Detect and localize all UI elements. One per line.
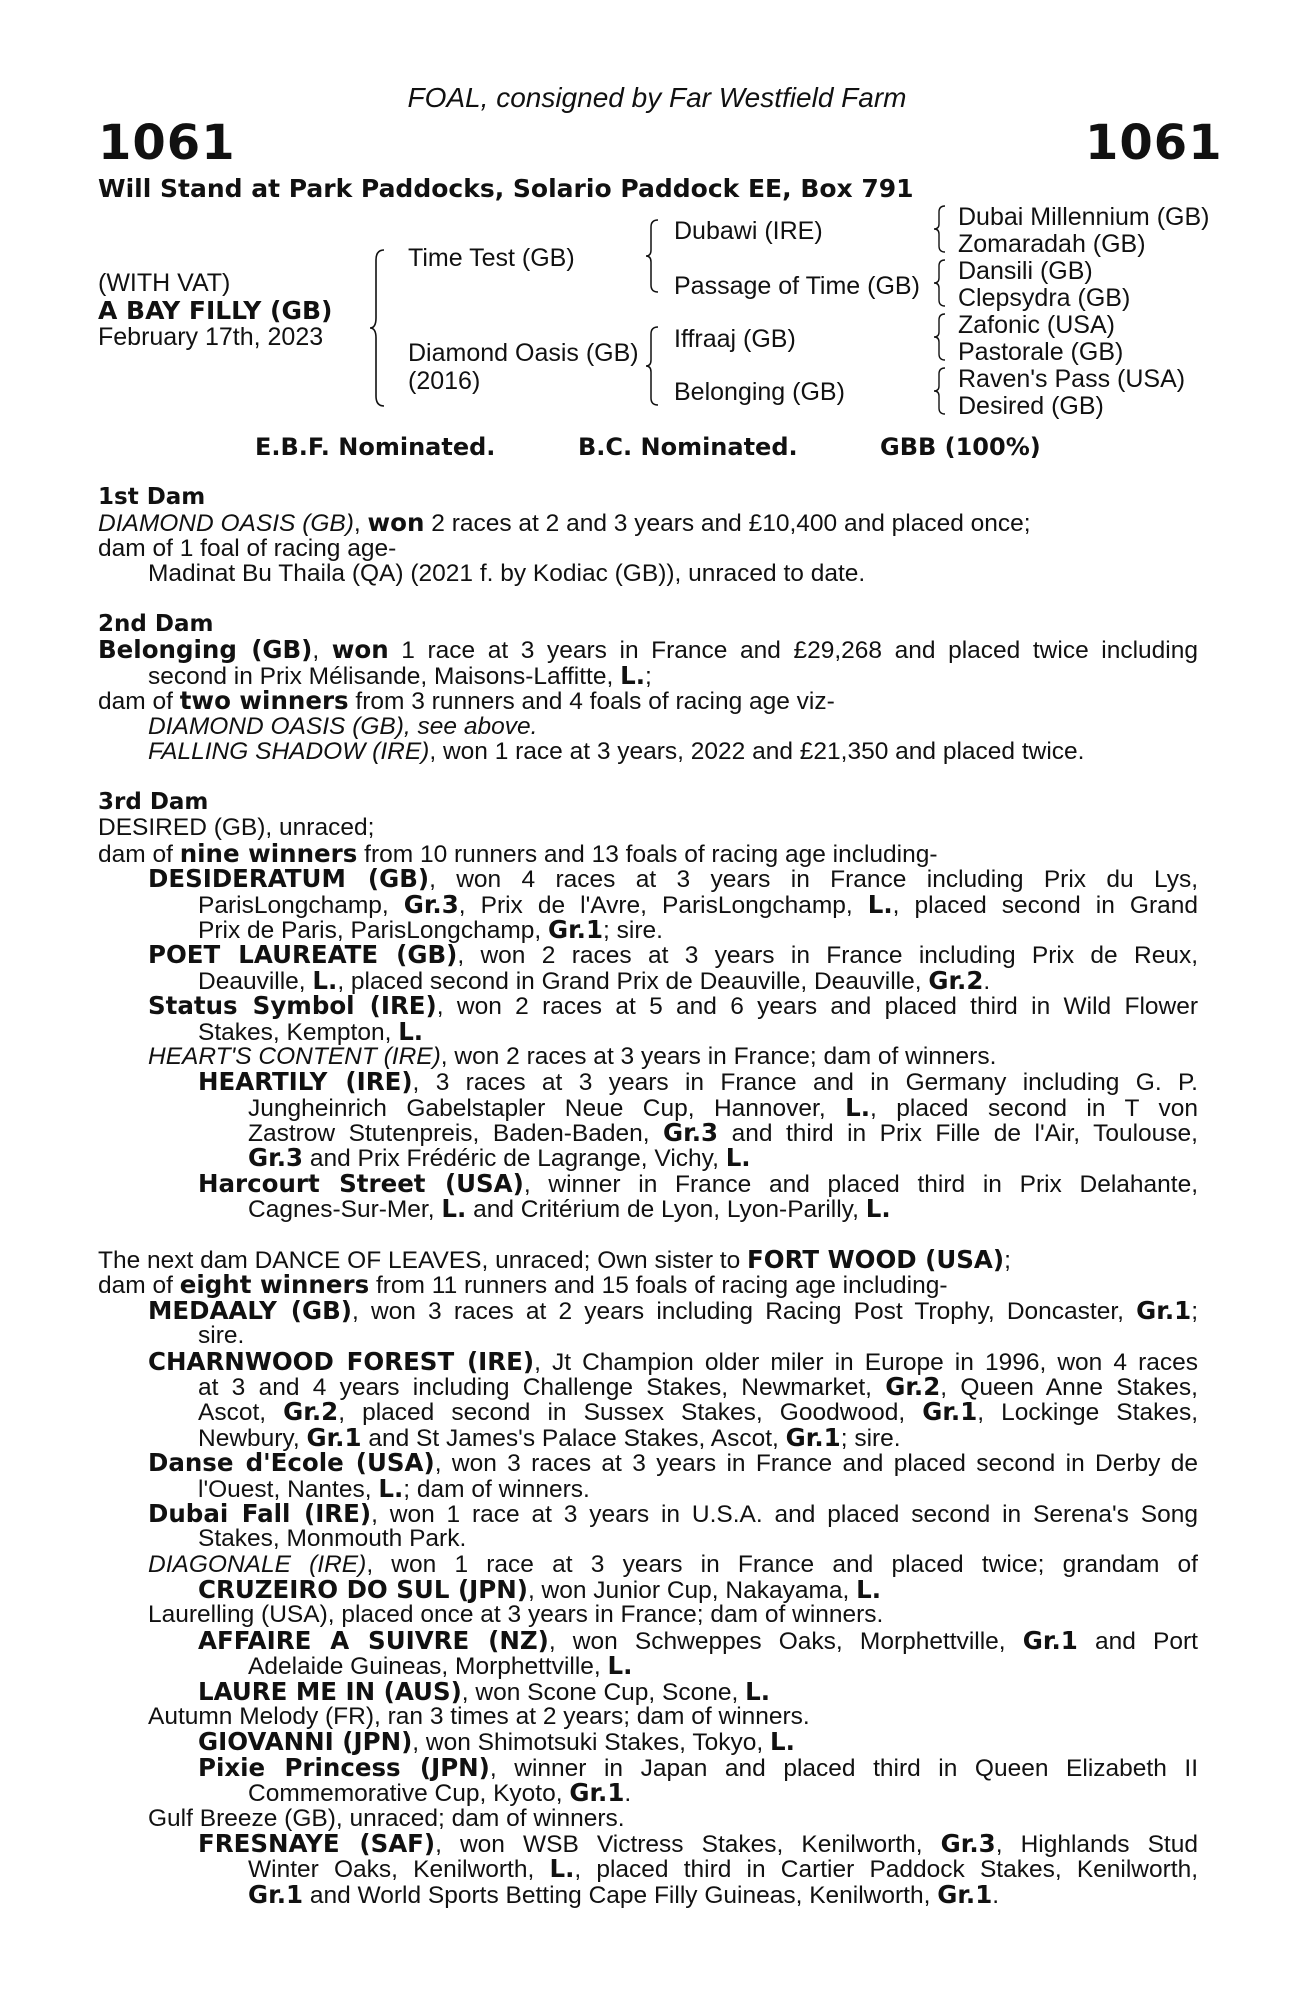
pedigree-dam-year: (2016) [408,367,481,395]
pedigree-dam-sire: Iffraaj (GB) [674,325,796,353]
third-dam-section [98,790,1198,1222]
pedigree-brace-ds [934,312,948,362]
pedigree-brace-dd [934,366,948,416]
affaire-line-2: Adelaide Guineas, Morphettville, L. [248,1651,633,1681]
gbb-rating: GBB (100%) [880,433,1041,461]
pedigree-dsd: Pastorale (GB) [958,338,1124,366]
second-dam-line-2: second in Prix Mélisande, Maisons-Laffitte, L.; [148,660,652,690]
autumn-melody-line: Autumn Melody (FR), ran 3 times at 2 years; dam of winners. [148,1703,810,1731]
pedigree-dds: Raven's Pass (USA) [958,365,1186,393]
hearts-content-line-1: HEART'S CONTENT (IRE), won 2 races at 3 years in France; dam of winners. [148,1042,997,1070]
first-dam-heading: 1st Dam [98,484,206,510]
medaaly-line-1: MEDAALY (GB), won 3 races at 2 years including Racing Post Trophy, Doncaster, Gr.1; [148,1295,1198,1325]
charnwood-line-1: CHARNWOOD FOREST (IRE), Jt Champion older miler in Europe in 1996, won 4 races [148,1346,1198,1376]
danse-decole-line-2: l'Ouest, Nantes, L.; dam of winners. [198,1473,590,1503]
status-symbol-line-2: Stakes, Kempton, L. [198,1016,424,1046]
pedigree-brace-sire [646,218,662,294]
third-dam-line-2: dam of nine winners from 10 runners and 13 foals of racing age including- [98,838,938,868]
pedigree-brace-dam [646,325,662,407]
laure-me-in-line: LAURE ME IN (AUS), won Scone Cup, Scone, L. [198,1676,770,1706]
pedigree-brace-ss [934,204,948,254]
pixie-princess-line-2: Commemorative Cup, Kyoto, Gr.1. [248,1778,632,1808]
next-dam-line-2: dam of eight winners from 11 runners and 15 foals of racing age including- [98,1270,948,1300]
heartily-line-3: Zastrow Stutenpreis, Baden-Baden, Gr.3 and third in Prix Fille de l'Air, Toulouse, [248,1118,1198,1148]
charnwood-line-3: Ascot, Gr.2, placed second in Sussex Stakes, Goodwood, Gr.1, Lockinge Stakes, [198,1397,1199,1427]
desideratum-line-3: Prix de Paris, ParisLongchamp, Gr.1; sire. [198,914,663,944]
second-dam-line-3: dam of two winners from 3 runners and 4 foals of racing age viz- [98,686,835,716]
giovanni-line: GIOVANNI (JPN), won Shimotsuki Stakes, Tokyo, L. [198,1727,795,1757]
pedigree-sire-sire: Dubawi (IRE) [674,217,823,245]
heartily-line-1: HEARTILY (IRE), 3 races at 3 years in France and in Germany including G. P. [198,1067,1198,1097]
laurelling-line: Laurelling (USA), placed once at 3 years in France; dam of winners. [148,1601,884,1629]
horse-name: A BAY FILLY (GB) [98,296,333,325]
third-dam-line-1: DESIRED (GB), unraced; [98,814,375,842]
bc-nomination: B.C. Nominated. [578,433,798,461]
lot-number-left: 1061 [98,115,236,171]
pedigree-brace-sd [934,258,948,308]
first-dam-section [98,485,1198,587]
dubai-fall-line-2: Stakes, Monmouth Park. [198,1525,467,1553]
second-dam-section [98,612,1198,764]
desideratum-line-1: DESIDERATUM (GB), won 4 races at 3 years in France including Prix du Lys, [148,864,1199,894]
first-dam-line-1: DIAMOND OASIS (GB), won 2 races at 2 and 3 years and £10,400 and placed once; [98,508,1031,538]
pedigree-dss: Zafonic (USA) [958,311,1115,339]
next-dam-line-1: The next dam DANCE OF LEAVES, unraced; Own sister to FORT WOOD (USA); [98,1245,1011,1274]
danse-decole-line-1: Danse d'Ecole (USA), won 3 races at 3 years in France and placed second in Derby de [148,1448,1199,1478]
gulf-breeze-line: Gulf Breeze (GB), unraced; dam of winners. [148,1804,625,1832]
fresnaye-line-1: FRESNAYE (SAF), won WSB Victress Stakes, Kenilworth, Gr.3, Highlands Stud [198,1828,1198,1858]
horse-identity [98,270,332,351]
first-dam-line-3: Madinat Bu Thaila (QA) (2021 f. by Kodiac (GB)), unraced to date. [148,560,866,588]
charnwood-line-2: at 3 and 4 years including Challenge Stakes, Newmarket, Gr.2, Queen Anne Stakes, [198,1371,1198,1401]
stand-location: Will Stand at Park Paddocks, Solario Paddock EE, Box 791 [98,174,914,203]
third-dam-heading: 3rd Dam [98,789,209,815]
pedigree-ddd: Desired (GB) [958,392,1104,420]
pedigree-sdd: Clepsydra (GB) [958,284,1131,312]
pedigree-ssd: Zomaradah (GB) [958,230,1146,258]
desideratum-line-2: ParisLongchamp, Gr.3, Prix de l'Avre, ParisLongchamp, L., placed second in Grand [198,889,1198,919]
second-dam-line-5: FALLING SHADOW (IRE), won 1 race at 3 years, 2022 and £21,350 and placed twice. [148,737,1085,765]
heartily-line-2: Jungheinrich Gabelstapler Neue Cup, Hannover, L., placed second in T von [248,1092,1198,1122]
status-symbol-line-1: Status Symbol (IRE), won 2 races at 5 and 6 years and placed third in Wild Flower [148,991,1198,1021]
affaire-line-1: AFFAIRE A SUIVRE (NZ), won Schweppes Oaks, Morphettville, Gr.1 and Port [198,1625,1198,1655]
ebf-nomination: E.B.F. Nominated. [255,433,496,461]
pixie-princess-line-1: Pixie Princess (JPN), winner in Japan and placed third in Queen Elizabeth II [198,1752,1198,1782]
second-dam-line-4: DIAMOND OASIS (GB), see above. [148,712,538,740]
harcourt-street-line-1: Harcourt Street (USA), winner in France and placed third in Prix Delahante, [198,1168,1198,1198]
consignment-line: FOAL, consigned by Far Westfield Farm [407,82,907,113]
medaaly-line-2: sire. [198,1322,245,1350]
pedigree-sire: Time Test (GB) [408,244,575,272]
poet-laureate-line-1: POET LAUREATE (GB), won 2 races at 3 years in France including Prix de Reux, [148,940,1198,970]
pedigree-dam: Diamond Oasis (GB) [408,339,639,367]
vat-note: (WITH VAT) [98,269,231,297]
harcourt-street-line-2: Cagnes-Sur-Mer, L. and Critérium de Lyon, Lyon-Parilly, L. [248,1194,891,1224]
second-dam-line-1: Belonging (GB), won 1 race at 3 years in France and £29,268 and placed twice including [98,635,1198,665]
heartily-line-4: Gr.3 and Prix Frédéric de Lagrange, Vichy, L. [248,1143,751,1173]
pedigree-sds: Dansili (GB) [958,257,1093,285]
lot-number-right: 1061 [1085,115,1223,171]
charnwood-line-4: Newbury, Gr.1 and St James's Palace Stakes, Ascot, Gr.1; sire. [198,1422,901,1452]
next-dam-section [98,1247,1198,1907]
pedigree-sire-dam: Passage of Time (GB) [674,272,920,300]
poet-laureate-line-2: Deauville, L., placed second in Grand Prix de Deauville, Deauville, Gr.2. [198,965,991,995]
second-dam-heading: 2nd Dam [98,611,214,637]
diagonale-line-1: DIAGONALE (IRE), won 1 race at 3 years in France and placed twice; grandam of [148,1550,1198,1578]
fresnaye-line-2: Winter Oaks, Kenilworth, L., placed third in Cartier Paddock Stakes, Kenilworth, [248,1854,1199,1884]
dubai-fall-line-1: Dubai Fall (IRE), won 1 race at 3 years in U.S.A. and placed second in Serena's Song [148,1498,1198,1528]
pedigree-brace-main [370,248,390,408]
fresnaye-line-3: Gr.1 and World Sports Betting Cape Filly Guineas, Kenilworth, Gr.1. [248,1879,1000,1909]
first-dam-line-2: dam of 1 foal of racing age- [98,534,397,562]
horse-dob: February 17th, 2023 [98,323,324,351]
diagonale-line-2: CRUZEIRO DO SUL (JPN), won Junior Cup, Nakayama, L. [198,1575,882,1605]
pedigree-sss: Dubai Millennium (GB) [958,203,1210,231]
pedigree-dam-dam: Belonging (GB) [674,378,845,406]
